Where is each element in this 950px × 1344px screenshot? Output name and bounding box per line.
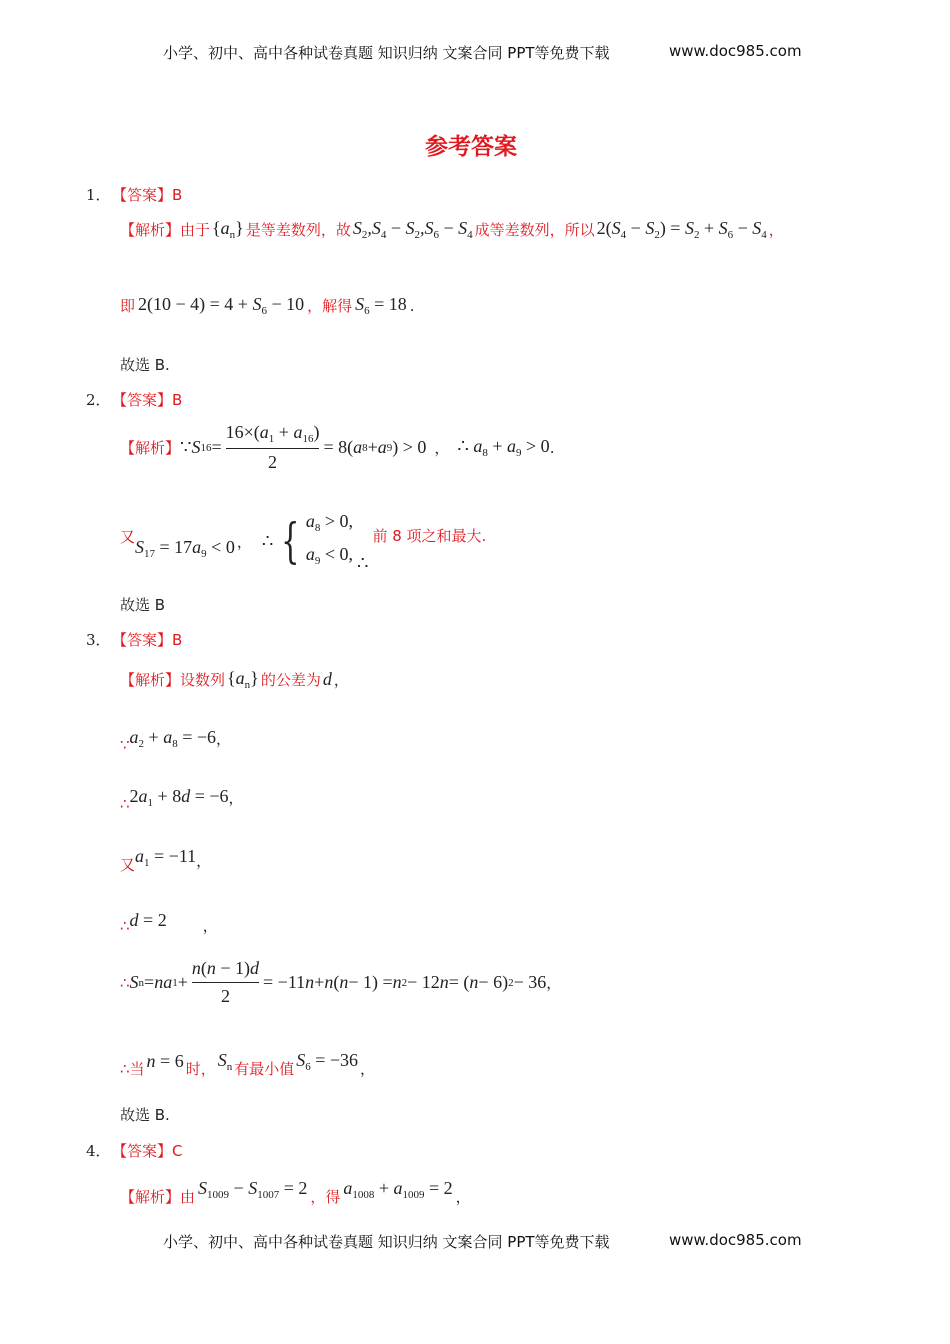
q1-text: 成等差数列，所以 [474, 221, 595, 239]
therefore-symbol: ∵ [120, 736, 130, 754]
q3-text: ， [360, 1060, 376, 1078]
q2-text: ， [236, 532, 252, 551]
q3-math-seq: $\{a_n\}$ [227, 668, 259, 691]
q2-math-therefore: ∴ $a_8 + a_9 > 0$ [457, 436, 550, 459]
q4-number: 4． [86, 1142, 111, 1160]
footer-url[interactable]: www.doc985.com [669, 1231, 802, 1249]
q3-math-sn: S n = na 1 + $\frac{n(n - 1)d}{2}$ = −11 n + n ( n − 1) = n 2 − 12 n = ( n − 6) 2 − 36 [129, 958, 547, 1006]
therefore-symbol: ∴ [120, 973, 130, 992]
q3-math-n6: n = 6 [146, 1051, 184, 1071]
q4-answer: 【答案】C [112, 1142, 183, 1160]
q3-text: ， [228, 788, 244, 807]
q3-text: 设数列 [180, 671, 226, 689]
q3-conclusion: 故选 B. [120, 1106, 170, 1124]
q3-text: ， [196, 852, 212, 870]
q3-line-a1 [120, 840, 211, 875]
q3-text: ， [333, 671, 349, 689]
q2-analysis-line1 [120, 422, 554, 473]
q3-text: 时， [185, 1060, 216, 1078]
q3-text: 有最小值 [234, 1060, 295, 1078]
q4-analysis-label: 【解析】 [120, 1188, 181, 1206]
q3-math-sn2: $S_n$ [217, 1050, 233, 1073]
q4-math-sum: $a_{1008} + a_{1009} = 2$ [343, 1178, 453, 1201]
q4-analysis-line1 [120, 1172, 471, 1207]
q2-conclusion: 故选 B [120, 596, 166, 614]
q3-text: 又 [120, 856, 136, 874]
q2-fraction: $\frac{16\times(a_1 + a_{16})}{2}$ [225, 422, 320, 472]
footer-text: 小学、初中、高中各种试卷真题 知识归纳 文案合同 PPT等免费下载 [163, 1233, 610, 1251]
q2-text: ， [434, 439, 450, 457]
page-title: 参考答案 [425, 134, 517, 160]
q3-analysis-label: 【解析】 [120, 671, 181, 689]
q3-line-sn [120, 958, 561, 1007]
q4-text: 由 [180, 1188, 196, 1206]
q1-analysis-label: 【解析】 [120, 221, 181, 239]
q3-line-d [120, 905, 218, 936]
q1-text: 即 [120, 297, 136, 315]
q1-text: ，解得 [307, 297, 353, 315]
q1-number: 1． [86, 186, 111, 204]
q3-fraction: $\frac{n(n - 1)d}{2}$ [191, 958, 260, 1006]
q3-text: ∴当 [120, 1060, 145, 1078]
q2-math-s17: $S_{17} = 17a_9 < 0$ [135, 536, 235, 560]
q3-text: ， [216, 729, 232, 748]
q3-math-s6: $S_6 = -36$ [296, 1050, 359, 1073]
header-url[interactable]: www.doc985.com [669, 42, 802, 60]
q1-analysis-line1 [120, 218, 784, 241]
q3-math-d: d [322, 669, 332, 689]
q2-analysis-label: 【解析】 [120, 439, 181, 457]
q2-math-sum: ∵ S 16 = $\frac{16\times(a_1 + a_{16})}{2}$ = 8( a 8 + a 9 ) > 0 [180, 422, 427, 472]
q3-answer: 【答案】B [112, 631, 183, 649]
q1-math-eq2: $2(10 - 4) = 4 + S_6 - 10$ [138, 294, 305, 317]
q3-text: ， [202, 917, 218, 935]
q1-analysis-line2 [120, 294, 415, 317]
q3-number: 3． [86, 631, 111, 649]
q1-text: 是等差数列，故 [245, 221, 351, 239]
q1-math-result: $S_6 = 18$ [355, 294, 407, 317]
q2-math-system: ∴ { $a_8 > 0$, $a_9 < 0$, ∴ [261, 511, 369, 573]
q1-math-eq: $2(S_4 - S_2) = S_2 + S_6 - S_4$ [596, 218, 767, 241]
q1-text: 由于 [180, 221, 211, 239]
q2-text: 又 [120, 527, 136, 546]
q2-answer: 【答案】B [112, 391, 183, 409]
therefore-symbol: ∴ [120, 795, 130, 813]
q1-text: . [409, 296, 415, 315]
q2-analysis-line2 [120, 508, 486, 574]
q1-conclusion: 故选 B. [120, 356, 170, 374]
q3-math-d2: d = 2 [129, 910, 167, 930]
q1-math-seq: $\{a_n\}$ [212, 218, 244, 241]
q4-text: ， [455, 1188, 471, 1206]
header-text: 小学、初中、高中各种试卷真题 知识归纳 文案合同 PPT等免费下载 [163, 44, 610, 62]
q1-answer: 【答案】B [112, 186, 183, 204]
q1-math-terms: $S_2,S_4 - S_2,S_6 - S_4$ [352, 218, 473, 241]
q3-text: 的公差为 [260, 671, 321, 689]
q2-number: 2． [86, 391, 111, 409]
q3-text: ， [546, 974, 562, 992]
q4-math-diff: $S_{1009} - S_{1007} = 2$ [198, 1178, 308, 1201]
q3-line-a2a8 [120, 722, 231, 754]
q3-analysis-line1 [120, 668, 349, 691]
q1-text: ， [768, 221, 784, 239]
q2-text: . [549, 438, 555, 457]
q4-text: ，得 [310, 1188, 341, 1206]
q3-math-2a1: $2a_1 + 8d = -6$ [129, 785, 229, 809]
q3-math-a2a8: $a_2 + a_8 = -6$ [129, 726, 217, 750]
q2-text: 前 8 项之和最大. [372, 526, 487, 545]
q3-line-2a1 [120, 781, 244, 813]
therefore-symbol: ∴ [120, 916, 130, 935]
q3-math-a1: $a_1 = -11$ [135, 846, 197, 869]
q3-line-min [120, 1044, 375, 1079]
